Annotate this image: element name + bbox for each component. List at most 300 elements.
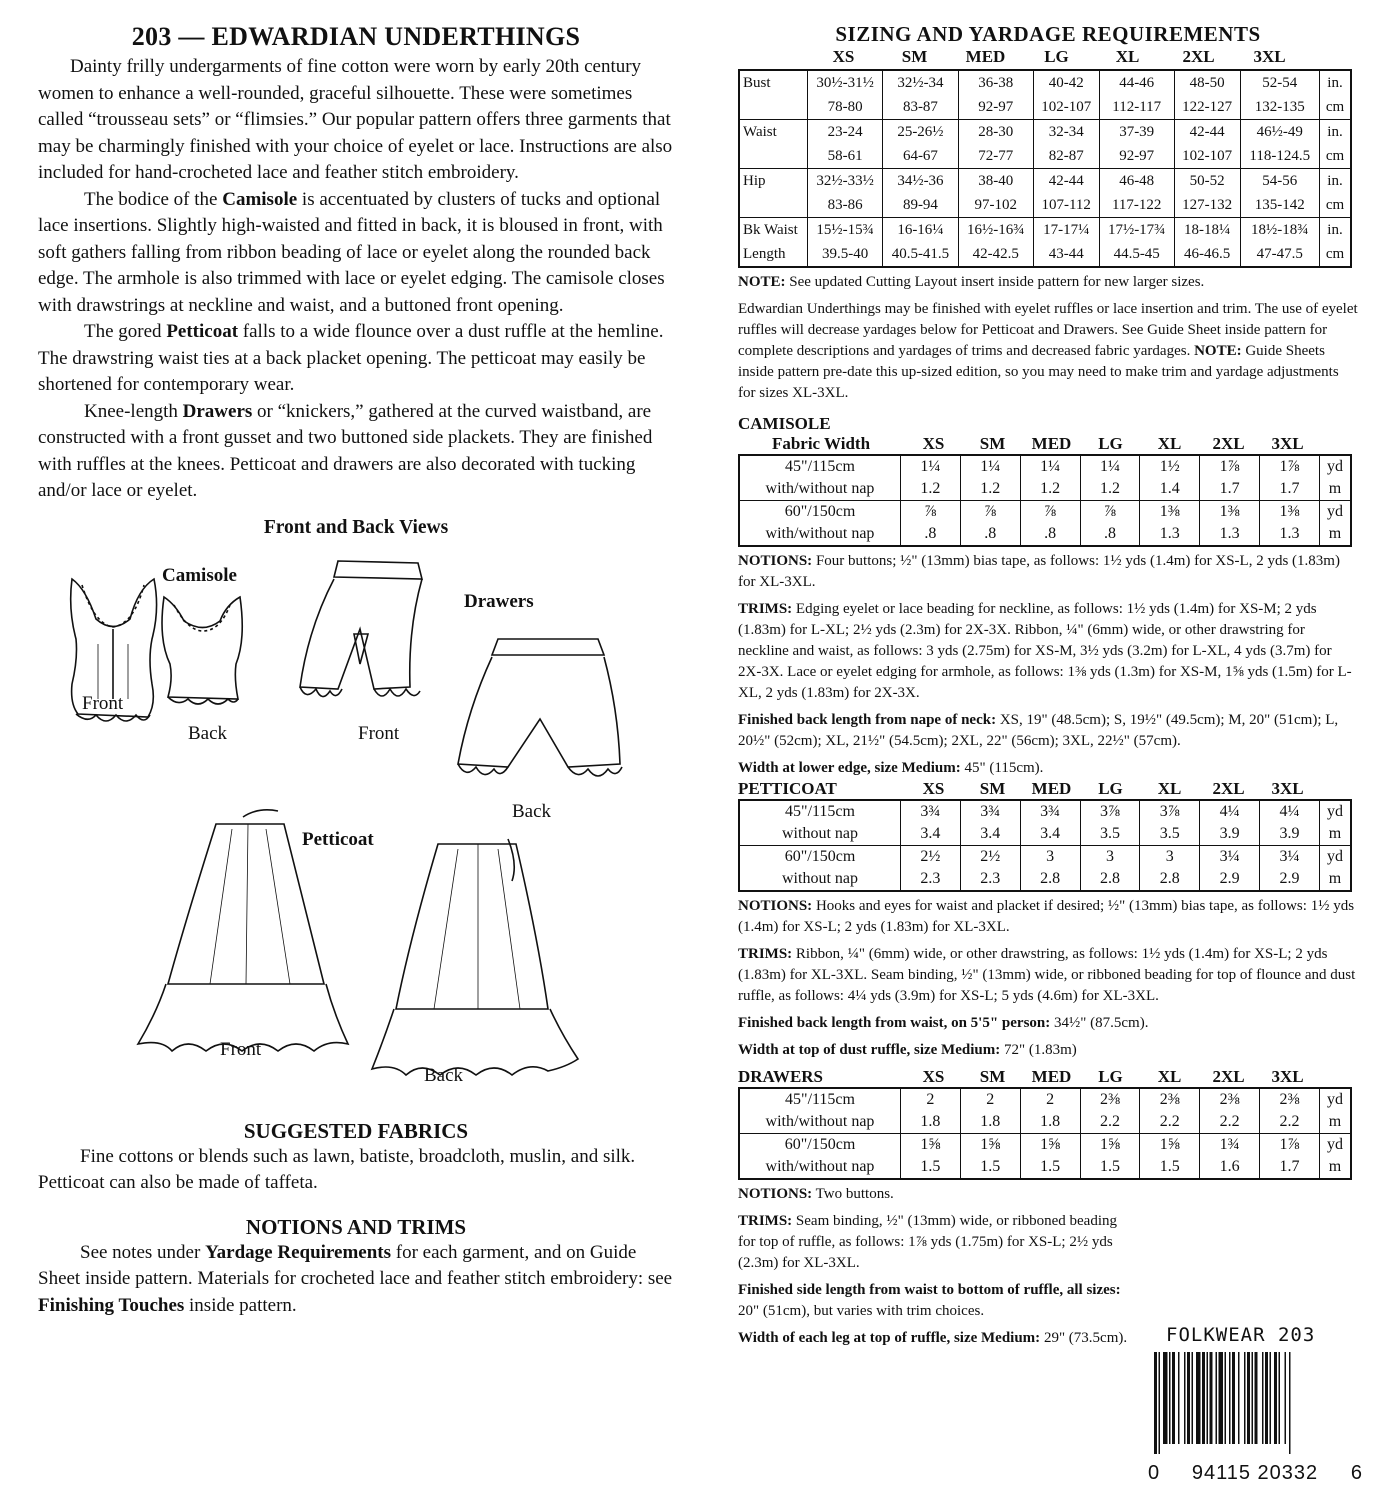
- yardage-cell: 3.9: [1200, 823, 1260, 846]
- yardage-cell: 2.8: [1140, 868, 1200, 891]
- petticoat-bold: Petticoat: [166, 321, 239, 342]
- yardage-cell: 2⅜: [1080, 1088, 1140, 1111]
- notions-bold: NOTIONS:: [738, 553, 813, 569]
- yardage-cell: 2.2: [1200, 1111, 1260, 1134]
- sizing-cell: 54-56: [1240, 169, 1320, 194]
- size-header: [738, 47, 1358, 67]
- sizing-cell: 17½-17¾: [1099, 218, 1174, 243]
- sizing-cell: 97-102: [958, 193, 1033, 218]
- sizing-cell: 102-107: [1033, 95, 1099, 120]
- yardage-cell: 1.2: [1080, 478, 1140, 501]
- barcode-digits: 94115 20332: [1191, 1462, 1319, 1484]
- unit-cell: m: [1320, 523, 1352, 546]
- size-header-lg: LG: [1044, 47, 1069, 66]
- yardage-cell: 1⅞: [1200, 455, 1260, 478]
- barcode-bar: [1159, 1352, 1161, 1454]
- yardage-cell: 1.4: [1140, 478, 1200, 501]
- yardage-cell: 1⅜: [1140, 501, 1200, 524]
- fabrics-text: Fine cottons or blends such as lawn, batiste, broadcloth, muslin, and silk. Petticoat can also be made of taffeta.: [38, 1145, 636, 1193]
- sizing-cell: 117-122: [1099, 193, 1174, 218]
- sizing-cell: 37-39: [1099, 120, 1174, 145]
- yardage-cell: 4¼: [1260, 800, 1320, 823]
- barcode-bar: [1178, 1352, 1180, 1444]
- width-bold: Width of each leg at top of ruffle, size Medium:: [738, 1330, 1041, 1346]
- sizing-table: [738, 69, 1352, 268]
- sizing-cell: 122-127: [1174, 95, 1240, 120]
- yardage-cell: 1.5: [960, 1156, 1020, 1179]
- text: 45" (115cm).: [960, 760, 1044, 776]
- yardage-cell: 1¼: [1020, 455, 1080, 478]
- yardage-cell: 2: [1020, 1088, 1080, 1111]
- size-header-xs: XS: [832, 47, 855, 66]
- yardage-cell: 1¼: [901, 455, 961, 478]
- yardage-cell: 2⅜: [1260, 1088, 1320, 1111]
- sizing-row: [739, 120, 1351, 145]
- camisole-title: CAMISOLE: [738, 414, 831, 433]
- barcode-bar: [1255, 1352, 1258, 1444]
- yardage-requirements-bold: Yardage Requirements: [205, 1241, 391, 1263]
- sizing-cell: 78-80: [808, 95, 883, 120]
- drawers-trims: [738, 1211, 1138, 1274]
- camisole-yardage-table: [738, 454, 1352, 547]
- barcode-bar: [1169, 1352, 1171, 1444]
- sizing-row: [739, 70, 1351, 95]
- sizing-cell: 15½-15¾: [808, 218, 883, 243]
- text: is accentuated by clusters of tucks and optional lace insertions. Slightly high-waisted and fitted in back, it is bloused in front, with soft gathers falling from ribbon beading of lace or eyelet along the rounded back edge. The armhole is also trimmed with lace or eyelet edging. The camisole closes with drawstrings at neckline and waist, and a buttoned front opening.: [38, 188, 665, 316]
- yardage-row: [739, 823, 1351, 846]
- sizing-cell: 17-17¼: [1033, 218, 1099, 243]
- trims-bold: TRIMS:: [738, 601, 793, 617]
- length-bold: Finished side length from waist to bottom of ruffle, all sizes:: [738, 1282, 1121, 1298]
- barcode-bar: [1225, 1352, 1227, 1444]
- petticoat-size-header: [738, 779, 1358, 799]
- text: falls to a wide flounce over a dust ruffle at the hemline. The drawstring waist ties at a back placket opening. The petticoat may easily be shortened for contemporary wear.: [38, 321, 664, 395]
- text: Guide Sheets inside pattern pre-date this up-sized edition, so you may need to make trim and yardage adjustments for sizes XL-3XL.: [738, 343, 1339, 401]
- sizing-cell: 83-87: [883, 95, 958, 120]
- size-header-3xl: 3XL: [1253, 47, 1286, 66]
- sizing-cell: 38-40: [958, 169, 1033, 194]
- garment-title: DRAWERS: [738, 1067, 824, 1086]
- camisole-trims: [738, 599, 1358, 704]
- size-header-xs: XS: [922, 1067, 945, 1086]
- barcode-bar: [1262, 1352, 1264, 1444]
- sizing-cell: 135-142: [1240, 193, 1320, 218]
- size-header-3xl: 3XL: [1271, 1067, 1304, 1086]
- size-header-med: MED: [1031, 779, 1072, 798]
- barcode-bar: [1187, 1352, 1190, 1444]
- yardage-row: [739, 1088, 1351, 1111]
- sizing-cell: 28-30: [958, 120, 1033, 145]
- size-header-2xl: 2XL: [1212, 779, 1245, 798]
- length-bold: Finished back length from waist, on 5'5" person:: [738, 1015, 1051, 1031]
- yardage-cell: 2.8: [1020, 868, 1080, 891]
- yardage-cell: 1.8: [1020, 1111, 1080, 1134]
- sizing-cell: 50-52: [1174, 169, 1240, 194]
- camisole-length: [738, 710, 1358, 752]
- yardage-cell: 1⅝: [960, 1134, 1020, 1157]
- sizing-row: [739, 242, 1351, 267]
- yardage-cell: 1.3: [1260, 523, 1320, 546]
- yardage-cell: 1⅝: [901, 1134, 961, 1157]
- yardage-cell: ⅞: [1080, 501, 1140, 524]
- width-bold: Width at top of dust ruffle, size Medium:: [738, 1042, 1001, 1058]
- camisole-back-drawing: [162, 597, 242, 704]
- drawers-back-drawing: [458, 639, 622, 776]
- yardage-cell: 1¼: [960, 455, 1020, 478]
- unit-cell: cm: [1320, 95, 1352, 120]
- yardage-row: [739, 1156, 1351, 1179]
- petticoat-notions: [738, 896, 1358, 938]
- text: See notes under: [80, 1241, 206, 1263]
- yardage-cell: 2.3: [960, 868, 1020, 891]
- sizing-cell: 43-44: [1033, 242, 1099, 267]
- yardage-row: [739, 501, 1351, 524]
- camisole-notions: [738, 551, 1358, 593]
- yardage-cell: .8: [901, 523, 961, 546]
- sizing-cell: 44.5-45: [1099, 242, 1174, 267]
- yardage-cell: 2.3: [901, 868, 961, 891]
- camisole-bold: Camisole: [222, 188, 298, 210]
- yardage-cell: 1¾: [1200, 1134, 1260, 1157]
- yardage-cell: 2: [960, 1088, 1020, 1111]
- nap-cell: with/without nap: [739, 523, 901, 546]
- garment-illustrations: [38, 539, 674, 1119]
- barcode-bar: [1219, 1352, 1224, 1444]
- barcode-bar: [1202, 1352, 1205, 1444]
- size-header-med: MED: [1031, 1067, 1072, 1086]
- fabrics-heading: SUGGESTED FABRICS: [243, 1118, 469, 1143]
- yardage-cell: ⅞: [901, 501, 961, 524]
- yardage-cell: 1.3: [1200, 523, 1260, 546]
- text: Edwardian Underthings may be finished with eyelet ruffles or lace insertion and trim. The use of eyelet ruffles will decrease yardages below for Petticoat and Drawers. See Guide Sheet inside pattern for complete descriptions and yardages of trims and decreased fabric yardages.: [738, 301, 1358, 359]
- drawers-length: [738, 1280, 1138, 1322]
- text: Edging eyelet or lace beading for neckline, as follows: 1½ yds (1.4m) for XS-M; 2 yds (1.83m) for L-XL; 2½ yds (2.3m) for 2X-3X. Ribbon, ¼" (6mm) wide, or other drawstring for neckline and waist, as follows: 3 yds (2.75m) for XS-M, 3½ yds (3.2m) for L-XL, 4 yds (3.7m) for 2X-3X. Lace or eyelet edging for armhole, as follows: 1⅜ yds (1.3m) for XS-M, 1⅝ yds (1.5m) for L-XL, 2 yds (1.83m) for 2X-3X.: [738, 601, 1352, 701]
- yardage-cell: 1¼: [1080, 455, 1140, 478]
- petticoat-yardage-table: [738, 799, 1352, 892]
- unit-cell: yd: [1320, 501, 1352, 524]
- camisole-size-header: [738, 434, 1358, 454]
- intro-paragraph: Dainty frilly undergarments of fine cotton were worn by early 20th century women to enhance a well-rounded, graceful silhouette. These were sometimes called “trousseau sets” or “flimsies.” Our popular pattern offers three garments that may be charmingly finished with your choice of eyelet or lace. Instructions are also included for hand-crocheted lace and feather stitch embroidery.: [38, 56, 673, 183]
- sizing-cell: 16½-16¾: [958, 218, 1033, 243]
- barcode-bar: [1207, 1352, 1209, 1444]
- yardage-cell: .8: [960, 523, 1020, 546]
- length-bold: Finished back length from nape of neck:: [738, 712, 997, 728]
- sizing-cell: 46½-49: [1240, 120, 1320, 145]
- barcode-bar: [1285, 1352, 1287, 1444]
- text: 20" (51cm), but varies with trim choices.: [738, 1303, 985, 1319]
- text: Hooks and eyes for waist and placket if desired; ½" (13mm) bias tape, as follows: 1½ yds (1.4m) for XS-L; 2 yds (1.83m) for XL-3XL.: [738, 898, 1355, 935]
- size-header-2xl: 2XL: [1182, 47, 1215, 66]
- sizing-cell: 58-61: [808, 144, 883, 169]
- sizing-cell: 46-46.5: [1174, 242, 1240, 267]
- yardage-row: [739, 846, 1351, 869]
- nap-cell: with/without nap: [739, 1156, 901, 1179]
- unit-cell: cm: [1320, 242, 1352, 267]
- finishing-touches-bold: Finishing Touches: [38, 1294, 185, 1316]
- yardage-cell: 3: [1140, 846, 1200, 869]
- text: Two buttons.: [812, 1186, 894, 1202]
- yardage-cell: 2.9: [1200, 868, 1260, 891]
- size-header-med: MED: [965, 47, 1006, 66]
- notions-bold: NOTIONS:: [738, 1186, 813, 1202]
- yardage-cell: 1⅞: [1260, 1134, 1320, 1157]
- sizing-cell: 82-87: [1033, 144, 1099, 169]
- yardage-cell: 1.5: [1140, 1156, 1200, 1179]
- sizing-cell: 18½-18¾: [1240, 218, 1320, 243]
- text: 72" (1.83m): [1000, 1042, 1077, 1058]
- notions-heading: NOTIONS AND TRIMS: [245, 1214, 467, 1239]
- barcode-bar: [1265, 1352, 1268, 1444]
- yardage-cell: 1½: [1140, 455, 1200, 478]
- barcode-bar: [1163, 1352, 1168, 1444]
- sizing-cell: 40.5-41.5: [883, 242, 958, 267]
- measure-label: [739, 144, 808, 169]
- left-column: [38, 22, 674, 1319]
- nap-cell: without nap: [739, 823, 901, 846]
- yardage-cell: 2.8: [1080, 868, 1140, 891]
- size-header-xl: XL: [1157, 434, 1182, 453]
- size-header-sm: SM: [979, 1067, 1006, 1086]
- measure-label: Waist: [739, 120, 808, 145]
- sizing-cell: 118-124.5: [1240, 144, 1320, 169]
- sizing-cell: 44-46: [1099, 70, 1174, 95]
- yardage-row: [739, 455, 1351, 478]
- yardage-cell: 3¾: [901, 800, 961, 823]
- unit-cell: yd: [1320, 800, 1352, 823]
- yardage-cell: ⅞: [960, 501, 1020, 524]
- barcode-bar: [1232, 1352, 1235, 1444]
- garment-title: PETTICOAT: [738, 779, 837, 798]
- yardage-cell: 2: [901, 1088, 961, 1111]
- drawers-front-drawing: [300, 561, 422, 697]
- yardage-cell: 1.5: [1020, 1156, 1080, 1179]
- yardage-row: [739, 868, 1351, 891]
- measure-label: Bk Waist: [739, 218, 808, 243]
- sizing-cell: 25-26½: [883, 120, 958, 145]
- yardage-cell: 1.7: [1200, 478, 1260, 501]
- sizing-cell: 18-18¼: [1174, 218, 1240, 243]
- petticoat-trims: [738, 944, 1358, 1007]
- measure-label: Hip: [739, 169, 808, 194]
- nap-cell: without nap: [739, 868, 901, 891]
- yardage-row: [739, 1111, 1351, 1134]
- yardage-cell: 2.2: [1080, 1111, 1140, 1134]
- size-header-xl: XL: [1157, 779, 1182, 798]
- size-header-3xl: 3XL: [1271, 779, 1304, 798]
- size-header-2xl: 2XL: [1212, 1067, 1245, 1086]
- text: for each garment, and on Guide Sheet inside pattern. Materials for crocheted lace and feather stitch embroidery: see: [38, 1241, 673, 1289]
- notions-bold: NOTIONS:: [738, 898, 813, 914]
- size-header-sm: SM: [979, 434, 1006, 453]
- barcode-bar: [1216, 1352, 1218, 1444]
- barcode-bar: [1252, 1352, 1254, 1444]
- barcode-right-digit: 6: [1350, 1462, 1362, 1484]
- size-header-sm: SM: [979, 779, 1006, 798]
- nap-cell: with/without nap: [739, 1111, 901, 1134]
- yardage-cell: 3¾: [1020, 800, 1080, 823]
- yardage-cell: 3¼: [1200, 846, 1260, 869]
- barcode-bar: [1184, 1352, 1186, 1444]
- notions-text: [38, 1240, 674, 1320]
- note-bold: NOTE:: [738, 274, 786, 290]
- yardage-cell: 1.2: [901, 478, 961, 501]
- sizing-cell: 23-24: [808, 120, 883, 145]
- fabric-width-cell: 60"/150cm: [739, 846, 901, 869]
- yardage-cell: 3¾: [960, 800, 1020, 823]
- sizing-cell: 83-86: [808, 193, 883, 218]
- unit-cell: m: [1320, 478, 1352, 501]
- views-heading: Front and Back Views: [263, 516, 449, 538]
- trims-bold: TRIMS:: [738, 1213, 793, 1229]
- yardage-cell: 3.4: [1020, 823, 1080, 846]
- drawers-bold: Drawers: [182, 400, 253, 422]
- yardage-cell: 1.5: [1080, 1156, 1140, 1179]
- camisole-width: [738, 758, 1358, 779]
- size-header-xl: XL: [1157, 1067, 1182, 1086]
- note-1: [738, 272, 1358, 293]
- yardage-cell: 1⅞: [1260, 455, 1320, 478]
- sizing-cell: 47-47.5: [1240, 242, 1320, 267]
- yardage-cell: 2½: [901, 846, 961, 869]
- drawers-notions: [738, 1184, 1358, 1205]
- text: Seam binding, ½" (13mm) wide, or ribboned beading for top of ruffle, as follows: 1⅞ yds (1.75m) for XS-L; 2½ yds (2.3m) for XL-3XL.: [738, 1213, 1117, 1271]
- yardage-cell: 3: [1020, 846, 1080, 869]
- drawers-back-label: Back: [512, 800, 552, 822]
- yardage-cell: 3: [1080, 846, 1140, 869]
- unit-cell: yd: [1320, 846, 1352, 869]
- measure-label: [739, 193, 808, 218]
- unit-cell: yd: [1320, 1088, 1352, 1111]
- sizing-cell: 32-34: [1033, 120, 1099, 145]
- yardage-cell: 3.9: [1260, 823, 1320, 846]
- sizing-cell: 32½-34: [883, 70, 958, 95]
- size-header-lg: LG: [1098, 434, 1123, 453]
- fabric-width-cell: 45"/115cm: [739, 455, 901, 478]
- sizing-row: [739, 169, 1351, 194]
- measure-label: [739, 95, 808, 120]
- fabric-width-cell: 60"/150cm: [739, 1134, 901, 1157]
- text: 34½" (87.5cm).: [1050, 1015, 1149, 1031]
- yardage-cell: 2⅜: [1140, 1088, 1200, 1111]
- yardage-cell: 1.6: [1200, 1156, 1260, 1179]
- camisole-back-label: Back: [188, 722, 228, 744]
- barcode-bar: [1270, 1352, 1272, 1444]
- petticoat-back-label: Back: [424, 1064, 464, 1086]
- yardage-cell: 1⅝: [1140, 1134, 1200, 1157]
- yardage-cell: 3⅞: [1080, 800, 1140, 823]
- camisole-label: Camisole: [162, 564, 237, 586]
- size-header-xs: XS: [922, 779, 945, 798]
- yardage-cell: 1⅝: [1080, 1134, 1140, 1157]
- yardage-cell: 1⅝: [1020, 1134, 1080, 1157]
- unit-cell: m: [1320, 823, 1352, 846]
- barcode-bar: [1192, 1352, 1194, 1444]
- petticoat-length: [738, 1013, 1358, 1034]
- sizing-cell: 16-16¼: [883, 218, 958, 243]
- unit-cell: cm: [1320, 144, 1352, 169]
- yardage-cell: 4¼: [1200, 800, 1260, 823]
- width-bold: Width at lower edge, size Medium:: [738, 760, 961, 776]
- yardage-cell: 3¼: [1260, 846, 1320, 869]
- sizing-row: [739, 144, 1351, 169]
- size-header-lg: LG: [1098, 1067, 1123, 1086]
- intro: [38, 54, 674, 505]
- petticoat-paragraph: [38, 319, 674, 399]
- unit-cell: in.: [1320, 120, 1352, 145]
- note-2: [738, 299, 1358, 404]
- sizing-cell: 48-50: [1174, 70, 1240, 95]
- yardage-cell: 1.2: [960, 478, 1020, 501]
- nap-cell: with/without nap: [739, 478, 901, 501]
- publisher-code: FOLKWEAR 203: [1166, 1324, 1316, 1346]
- size-header-3xl: 3XL: [1271, 434, 1304, 453]
- text: Ribbon, ¼" (6mm) wide, or other drawstring, as follows: 1½ yds (1.4m) for XS-L; 2 yds (1.83m) for XL-3XL. Seam binding, ½" (13mm) wide, or ribboned beading for top of flounce and dust ruffle, as follows: 4¼ yds (3.9m) for XS-L; 5 yds (4.6m) for XL-3XL.: [738, 946, 1356, 1004]
- barcode-bar: [1229, 1352, 1231, 1444]
- sizing-cell: 46-48: [1099, 169, 1174, 194]
- sizing-cell: 102-107: [1174, 144, 1240, 169]
- drawers-paragraph: [38, 399, 674, 505]
- barcode-number: [1148, 1462, 1362, 1485]
- barcode-bar: [1172, 1352, 1175, 1444]
- drawers-width: [738, 1328, 1138, 1349]
- drawers-front-label: Front: [358, 722, 400, 744]
- sizing-cell: 30½-31½: [808, 70, 883, 95]
- camisole-heading: [738, 414, 1358, 434]
- yardage-cell: 1⅜: [1200, 501, 1260, 524]
- yardage-cell: .8: [1080, 523, 1140, 546]
- yardage-cell: 2.2: [1260, 1111, 1320, 1134]
- trims-bold: TRIMS:: [738, 946, 793, 962]
- barcode-bar: [1210, 1352, 1213, 1444]
- unit-cell: m: [1320, 1111, 1352, 1134]
- yardage-row: [739, 523, 1351, 546]
- note-bold: NOTE:: [1194, 343, 1242, 359]
- barcode: [1150, 1352, 1350, 1454]
- barcode-bar: [1274, 1352, 1277, 1444]
- unit-cell: m: [1320, 1156, 1352, 1179]
- yardage-cell: 3.5: [1140, 823, 1200, 846]
- sizing-cell: 112-117: [1099, 95, 1174, 120]
- yardage-cell: 1.8: [960, 1111, 1020, 1134]
- sizing-cell: 132-135: [1240, 95, 1320, 120]
- text: Knee-length: [84, 400, 183, 422]
- yardage-cell: 1.2: [1020, 478, 1080, 501]
- size-header-lg: LG: [1098, 779, 1123, 798]
- barcode-bar: [1279, 1352, 1281, 1444]
- text: The gored: [84, 321, 167, 342]
- size-header-med: MED: [1031, 434, 1072, 453]
- unit-cell: in.: [1320, 169, 1352, 194]
- yardage-cell: 2.9: [1260, 868, 1320, 891]
- drawers-details: [738, 1211, 1138, 1349]
- sizing-cell: 39.5-40: [808, 242, 883, 267]
- yardage-cell: 1.7: [1260, 1156, 1320, 1179]
- camisole-front-label: Front: [82, 692, 124, 714]
- text: XS, 19" (48.5cm); S, 19½" (49.5cm); M, 20" (51cm); L, 20½" (52cm); XL, 21½" (54.5cm); 2XL, 22" (56cm); 3XL, 22½" (57cm).: [738, 712, 1339, 749]
- unit-cell: yd: [1320, 1134, 1352, 1157]
- sizing-cell: 107-112: [1033, 193, 1099, 218]
- drawers-label: Drawers: [464, 590, 534, 612]
- petticoat-label: Petticoat: [302, 828, 374, 850]
- drawers-size-header: [738, 1067, 1358, 1087]
- sizing-cell: 36-38: [958, 70, 1033, 95]
- sizing-cell: 34½-36: [883, 169, 958, 194]
- yardage-row: [739, 1134, 1351, 1157]
- camisole-paragraph: [38, 187, 674, 320]
- unit-cell: in.: [1320, 218, 1352, 243]
- yardage-cell: 2⅜: [1200, 1088, 1260, 1111]
- yardage-cell: 2½: [960, 846, 1020, 869]
